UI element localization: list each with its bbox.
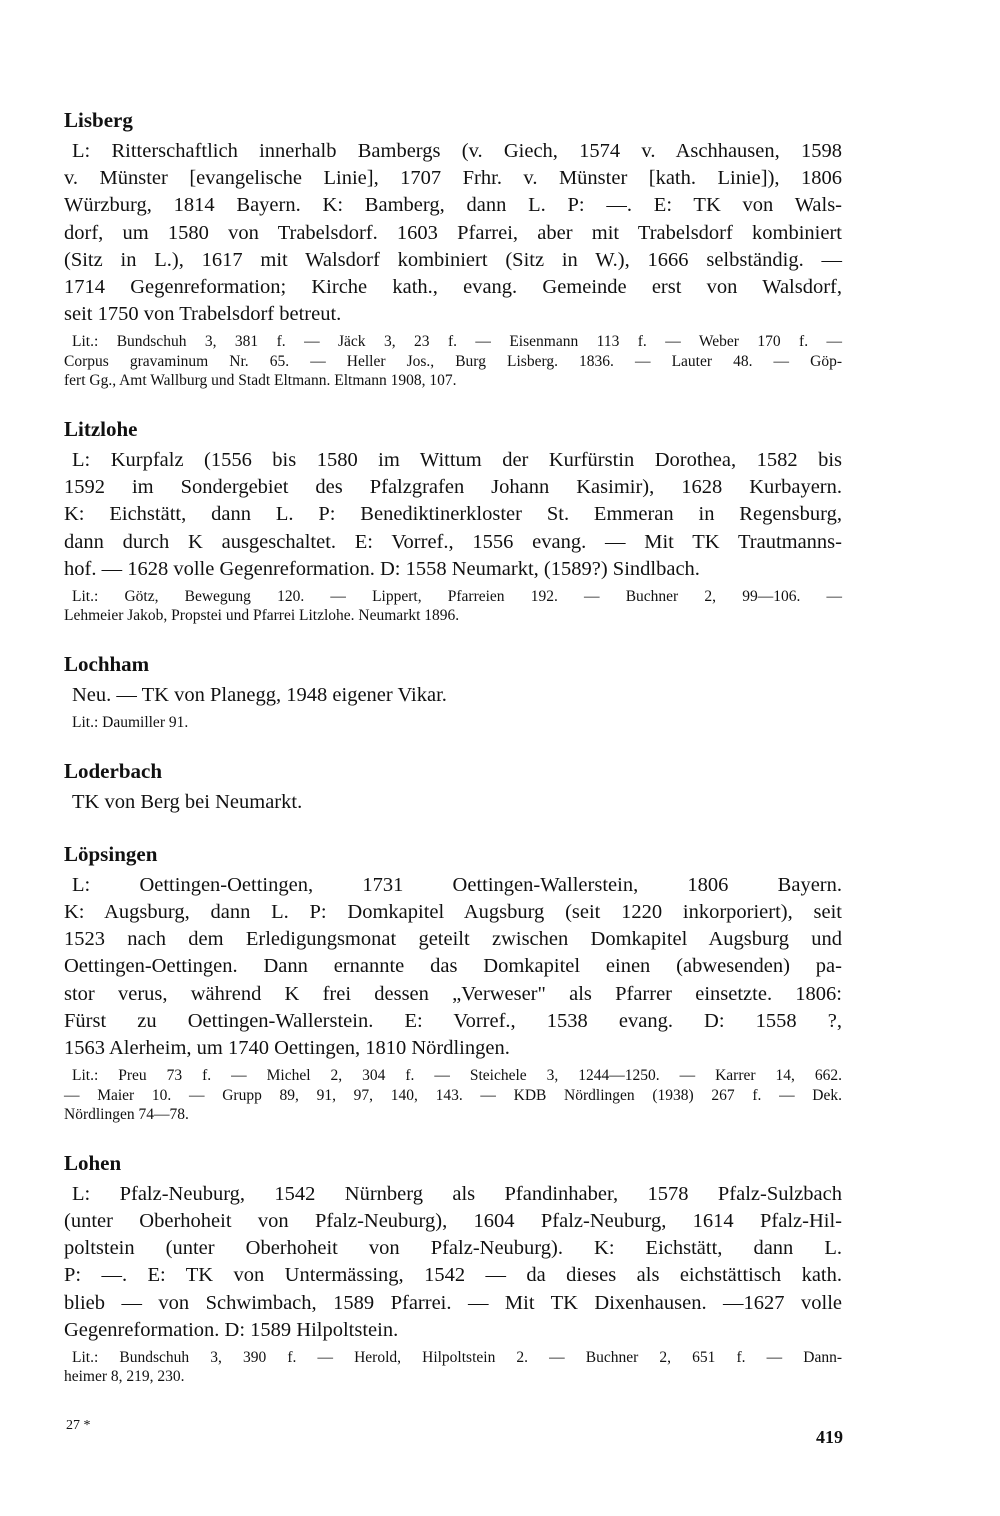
body-line: stor verus, während K frei dessen „Verweser" als Pfarrer einsetzte. 1806: [64,982,842,1005]
entry-lochham [64,652,842,733]
body-line: Gegenreformation. D: 1589 Hilpoltstein. [64,1318,399,1341]
body-line: Oettingen-Oettingen. Dann ernannte das Domkapitel einen (abwesenden) pa- [64,955,842,978]
body-line: dorf, um 1580 von Trabelsdorf. 1603 Pfarrei, aber mit Trabelsdorf kombiniert [64,221,842,244]
body-line: Würzburg, 1814 Bayern. K: Bamberg, dann L. P: —. E: TK von Wals- [64,194,842,217]
literature-line: — Maier 10. — Grupp 89, 91, 97, 140, 143. — KDB Nördlingen (1938) 267 f. — Dek. [64,1086,842,1104]
body-line: TK von Berg bei Neumarkt. [72,790,303,813]
body-line: K: Eichstätt, dann L. P: Benediktinerkloster St. Emmeran in Regensburg, [64,503,842,526]
page-number: 419 [816,1427,843,1447]
entry-title: Litzlohe [64,416,138,441]
literature-line: Nördlingen 74—78. [64,1106,189,1124]
body-line: poltstein (unter Oberhoheit von Pfalz-Neuburg). K: Eichstätt, dann L. [64,1237,842,1260]
body-line: 1714 Gegenreformation; Kirche kath., evang. Gemeinde erst von Walsdorf, [64,276,842,299]
body-line: 1523 nach dem Erledigungsmonat geteilt zwischen Domkapitel Augsburg und [64,928,842,951]
literature-line: Lit.: Bundschuh 3, 381 f. — Jäck 3, 23 f. — Eisenmann 113 f. — Weber 170 f. — [72,333,842,351]
literature-line: fert Gg., Amt Wallburg und Stadt Eltmann. Eltmann 1908, 107. [64,372,457,390]
body-line: Neu. — TK von Planegg, 1948 eigener Vikar. [72,683,447,706]
signature-mark: 27 * [66,1418,91,1433]
entry-title: Loderbach [64,758,163,783]
body-line: (Sitz in L.), 1617 mit Walsdorf kombiniert (Sitz in W.), 1666 selbständig. — [64,248,842,271]
body-line: dann durch K ausgeschaltet. E: Vorref., 1556 evang. — Mit TK Trautmanns- [64,530,842,553]
entry-litzlohe [64,417,842,626]
entry-löpsingen [64,842,842,1125]
literature-line: Lit.: Daumiller 91. [72,714,189,732]
body-line: K: Augsburg, dann L. P: Domkapitel Augsburg (seit 1220 inkorporiert), seit [64,901,842,924]
literature-line: Lehmeier Jakob, Propstei und Pfarrei Litzlohe. Neumarkt 1896. [64,607,460,625]
entry-title: Lohen [64,1150,122,1175]
body-line: seit 1750 von Trabelsdorf betreut. [64,303,342,326]
entry-lisberg [64,108,842,391]
body-line: L: Pfalz-Neuburg, 1542 Nürnberg als Pfandinhaber, 1578 Pfalz-Sulzbach [72,1182,842,1205]
body-line: v. Münster [evangelische Linie], 1707 Frhr. v. Münster [kath. Linie]), 1806 [64,167,842,190]
body-line: hof. — 1628 volle Gegenreformation. D: 1558 Neumarkt, (1589?) Sindlbach. [64,557,700,580]
body-line: L: Kurpfalz (1556 bis 1580 im Wittum der Kurfürstin Dorothea, 1582 bis [72,448,842,471]
literature-line: Lit.: Preu 73 f. — Michel 2, 304 f. — Steichele 3, 1244—1250. — Karrer 14, 662. [72,1067,842,1085]
body-line: Fürst zu Oettingen-Wallerstein. E: Vorref., 1538 evang. D: 1558 ?, [64,1009,842,1032]
literature-line: heimer 8, 219, 230. [64,1368,185,1386]
entry-title: Lisberg [64,108,133,132]
body-line: (unter Oberhoheit von Pfalz-Neuburg), 1604 Pfalz-Neuburg, 1614 Pfalz-Hil- [64,1209,842,1232]
entry-title: Löpsingen [64,841,158,866]
body-line: 1563 Alerheim, um 1740 Oettingen, 1810 Nördlingen. [64,1037,510,1060]
body-line: blieb — von Schwimbach, 1589 Pfarrei. — Mit TK Dixenhausen. —1627 volle [64,1291,842,1314]
entries-list [64,108,842,1413]
body-line: P: —. E: TK von Untermässing, 1542 — da dieses als eichstättisch kath. [64,1264,842,1287]
body-line: 1592 im Sondergebiet des Pfalzgrafen Johann Kasimir), 1628 Kurbayern. [64,476,842,499]
body-line: L: Ritterschaftlich innerhalb Bambergs (v. Giech, 1574 v. Aschhausen, 1598 [72,140,842,162]
entry-lohen [64,1151,842,1387]
entry-loderbach [64,759,842,816]
literature-line: Lit.: Bundschuh 3, 390 f. — Herold, Hilpoltstein 2. — Buchner 2, 651 f. — Dann- [72,1348,842,1366]
literature-line: Lit.: Götz, Bewegung 120. — Lippert, Pfarreien 192. — Buchner 2, 99—106. — [72,587,842,605]
entry-title: Lochham [64,651,150,676]
literature-line: Corpus gravaminum Nr. 65. — Heller Jos., Burg Lisberg. 1836. — Lauter 48. — Göp- [64,352,842,370]
body-line: L: Oettingen-Oettingen, 1731 Oettingen-Wallerstein, 1806 Bayern. [72,873,842,896]
